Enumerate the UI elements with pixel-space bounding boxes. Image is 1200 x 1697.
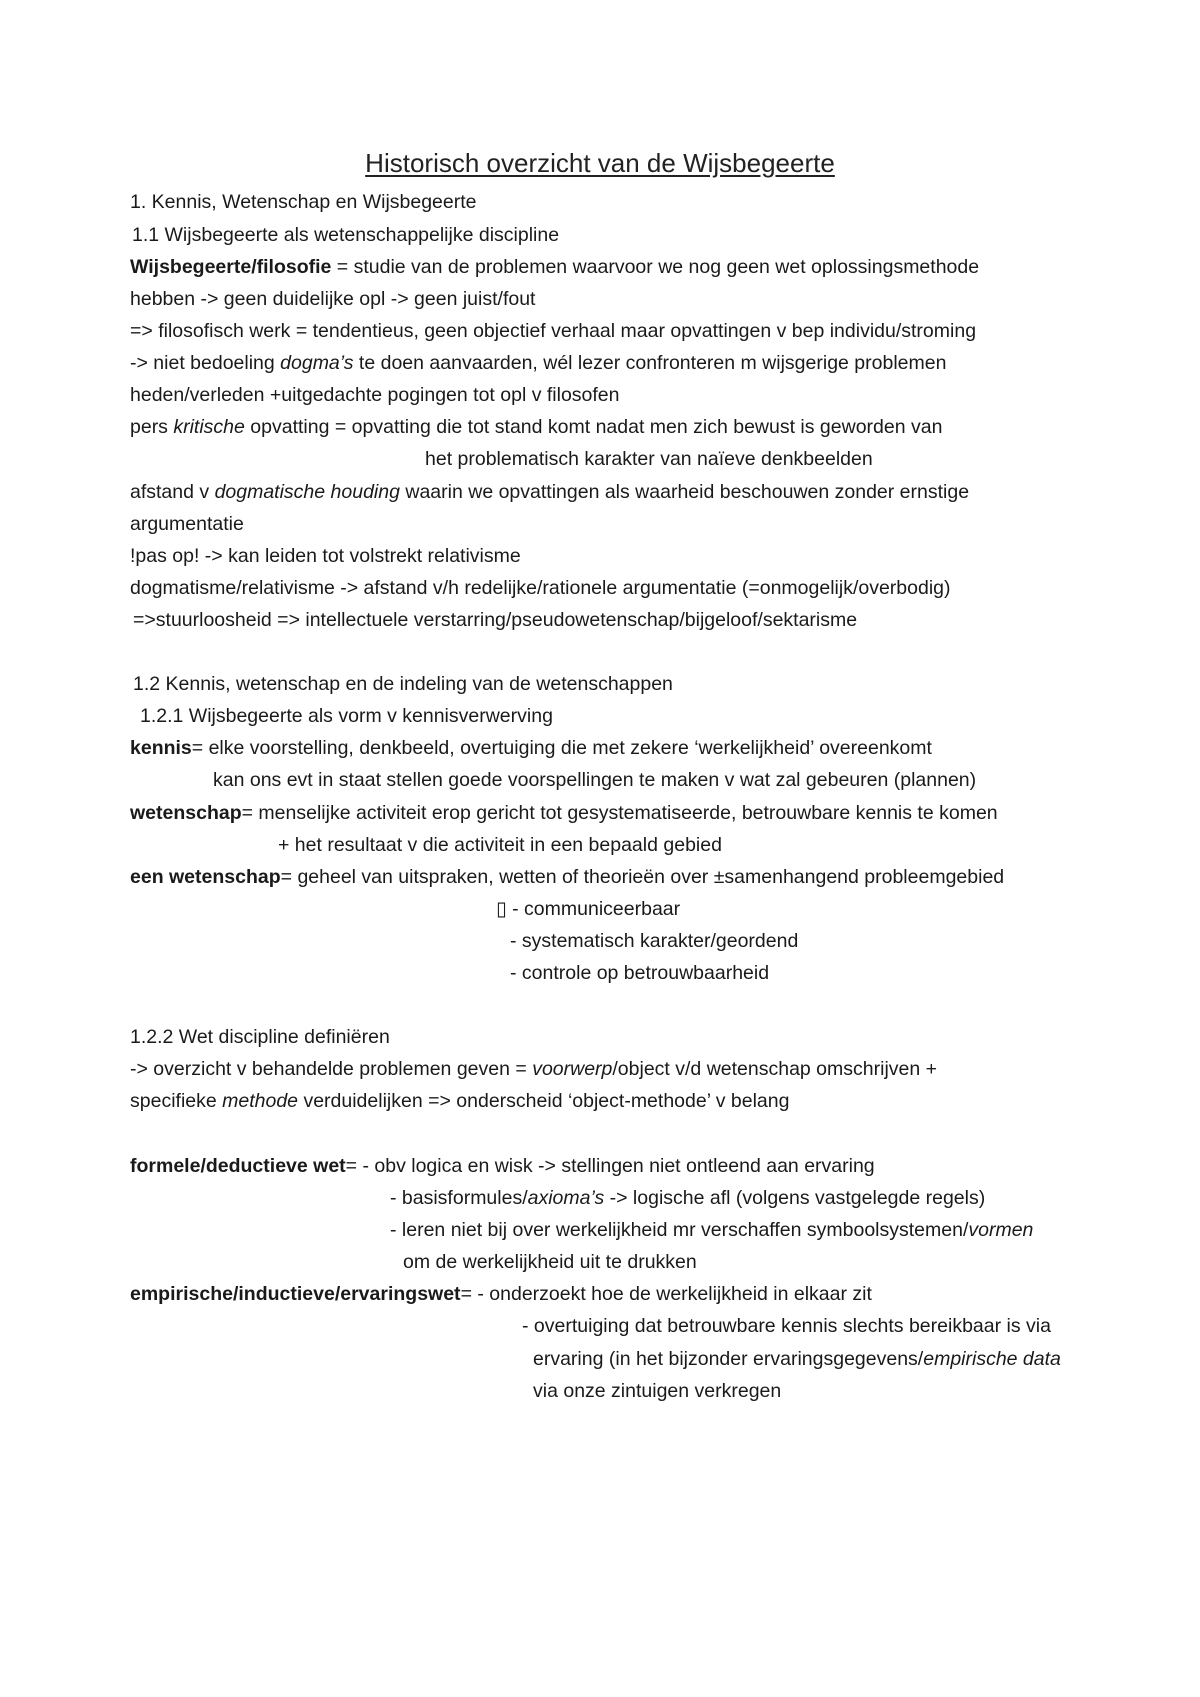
text-line [130,414,942,440]
text-line: hebben -> geen duidelijke opl -> geen juist/fout [130,288,536,310]
text-line: heden/verleden +uitgedachte pogingen tot opl v filosofen [130,384,620,406]
text-span: te doen aanvaarden, wél lezer confronteren m wijsgerige problemen [353,352,947,374]
text-line [130,1056,937,1082]
definition-text: = geheel van uitspraken, wetten of theorieën over ±samenhangend probleemgebied [280,866,1005,888]
section-heading-1-2: 1.2 Kennis, wetenschap en de indeling van de wetenschappen [133,673,673,695]
term: wetenschap [130,802,242,824]
text-line [390,1217,1033,1243]
text-span: -> overzicht v behandelde problemen geven = [130,1058,533,1080]
definition-text: = - obv logica en wisk -> stellingen niet ontleend aan ervaring [345,1155,875,1177]
text-span: -> logische afl (volgens vastgelegde regels) [604,1187,986,1209]
italic-term: axioma’s [527,1187,605,1209]
italic-term: dogma’s [280,352,354,374]
italic-term: vormen [968,1219,1034,1241]
italic-term: dogmatische houding [214,481,400,503]
definition-text: = - onderzoekt hoe de werkelijkheid in elkaar zit [460,1283,872,1305]
term: kennis [130,737,192,759]
text-line [130,1088,789,1114]
section-heading-1-1: 1.1 Wijsbegeerte als wetenschappelijke discipline [132,224,560,246]
text-span: waarin we opvattingen als waarheid beschouwen zonder ernstige [399,481,970,503]
list-item: ▯ - communiceerbaar [496,898,681,920]
text-span: afstand v [130,481,215,503]
text-span: - leren niet bij over werkelijkheid mr verschaffen symboolsystemen/ [390,1219,969,1241]
text-line: + het resultaat v die activiteit in een bepaald gebied [278,834,722,856]
text-line: argumentatie [130,513,244,535]
definition-formele-wet [130,1153,875,1179]
list-item: - systematisch karakter/geordend [510,930,799,952]
text-line [390,1185,985,1211]
text-line [130,350,946,376]
text-span: specifieke [130,1090,223,1112]
list-item: - controle op betrouwbaarheid [510,962,770,984]
text-line: via onze zintuigen verkregen [533,1380,782,1402]
definition-text: = elke voorstelling, denkbeeld, overtuiging die met zekere ‘werkelijkheid’ overeenkomt [191,737,932,759]
text-line [533,1346,1061,1372]
definition-wijsbegeerte [130,254,979,280]
definition-kennis [130,735,932,761]
italic-term: voorwerp [532,1058,613,1080]
text-span: pers [130,416,174,438]
definition-empirische-wet [130,1281,872,1307]
text-span: - basisformules/ [390,1187,528,1209]
text-line: - overtuiging dat betrouwbare kennis slechts bereikbaar is via [522,1315,1051,1337]
text-span: ervaring (in het bijzonder ervaringsgegevens/ [533,1348,924,1370]
definition-text: = menselijke activiteit erop gericht tot gesystematiseerde, betrouwbare kennis te komen [241,802,998,824]
text-line: om de werkelijkheid uit te drukken [403,1251,697,1273]
text-span: -> niet bedoeling [130,352,281,374]
definition-een-wetenschap [130,864,1004,890]
italic-term: empirische data [923,1348,1061,1370]
term: empirische/inductieve/ervaringswet [130,1283,461,1305]
text-line: => filosofisch werk = tendentieus, geen objectief verhaal maar opvattingen v bep individu/stroming [130,320,977,342]
text-span: /object v/d wetenschap omschrijven + [612,1058,938,1080]
text-line [130,479,969,505]
text-line: kan ons evt in staat stellen goede voorspellingen te maken v wat zal gebeuren (plannen) [213,769,977,791]
section-heading-1-2-1: 1.2.1 Wijsbegeerte als vorm v kennisverwerving [140,705,553,727]
section-heading-1: 1. Kennis, Wetenschap en Wijsbegeerte [130,191,477,213]
definition-wetenschap [130,800,998,826]
section-heading-1-2-2: 1.2.2 Wet discipline definiëren [130,1026,390,1048]
text-line: dogmatisme/relativisme -> afstand v/h redelijke/rationele argumentatie (=onmogelijk/overbodig) [130,577,951,599]
text-line: het problematisch karakter van naïeve denkbeelden [425,448,873,470]
text-line: =>stuurloosheid => intellectuele verstarring/pseudowetenschap/bijgeloof/sektarisme [133,609,858,631]
italic-term: kritische [173,416,245,438]
term: een wetenschap [130,866,281,888]
term: Wijsbegeerte/filosofie [130,256,332,278]
italic-term: methode [222,1090,299,1112]
text-line: !pas op! -> kan leiden tot volstrekt relativisme [130,545,521,567]
text-span: verduidelijken => onderscheid ‘object-methode’ v belang [298,1090,790,1112]
definition-text: = studie van de problemen waarvoor we nog geen wet oplossingsmethode [331,256,980,278]
text-span: opvatting = opvatting die tot stand komt nadat men zich bewust is geworden van [244,416,943,438]
page-title: Historisch overzicht van de Wijsbegeerte [365,148,835,178]
term: formele/deductieve wet [130,1155,346,1177]
